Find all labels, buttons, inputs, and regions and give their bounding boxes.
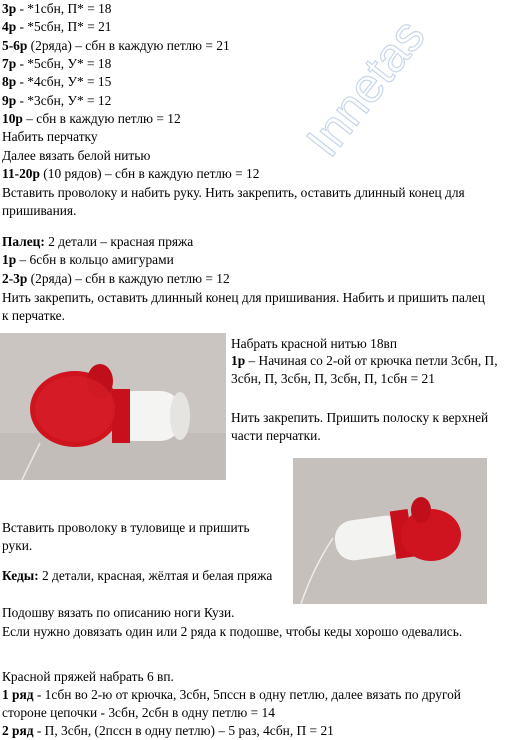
row-9: 9р - *3сбн, У* = 12 bbox=[2, 93, 112, 108]
finger-heading: Палец: 2 детали – красная пряжа bbox=[2, 234, 194, 249]
stuff-mitten-text: Набить перчатку bbox=[2, 129, 98, 144]
insert-wire-text: Вставить проволоку в туловище и пришить руки. bbox=[2, 520, 250, 553]
arm-instruction: Вставить проволоку и набить руку. Нить закрепить, оставить длинный конец для пришивания. bbox=[2, 185, 465, 218]
watermark-text: Innetas bbox=[300, 20, 436, 167]
sneaker-row-1: 1 ряд - 1сбн во 2-ю от крючка, 3сбн, 5псcн в одну петлю, далее вязать по другой стороне цепочки - 3сбн, 2сбн в одну петлю = 14 bbox=[2, 687, 461, 720]
strip-intro: Набрать красной нитью 18вп bbox=[231, 336, 398, 351]
row-3: 3р - *1сбн, П* = 18 bbox=[2, 1, 112, 16]
row-7: 7р - *5сбн, У* = 18 bbox=[2, 56, 112, 71]
cast-on-text: Красной пряжей набрать 6 вп. bbox=[2, 669, 174, 684]
sneaker-row-2: 2 ряд - П, 3сбн, (2псcн в одну петлю) – 5 раз, 4сбн, П = 21 bbox=[2, 723, 334, 738]
watermark bbox=[300, 20, 510, 180]
sole-text: Подошву вязать по описанию ноги Кузи. bbox=[2, 605, 235, 620]
row-8: 8р - *4сбн, У* = 15 bbox=[2, 74, 112, 89]
row-10: 10р – сбн в каждую петлю = 12 bbox=[2, 111, 181, 126]
finger-row-2-3: 2-3р (2ряда) – сбн в каждую петлю = 12 bbox=[2, 271, 230, 286]
mitten-photo bbox=[0, 333, 226, 480]
finger-instruction: Нить закрепить, оставить длинный конец для пришивания. Набить и пришить палец к перчатке. bbox=[2, 290, 485, 323]
row-5-6: 5-6р (2ряда) – сбн в каждую петлю = 21 bbox=[2, 38, 230, 53]
finger-row-1: 1р – 6сбн в кольцо амигурами bbox=[2, 252, 174, 267]
sneakers-heading: Кеды: 2 детали, красная, жёлтая и белая пряжа bbox=[2, 568, 273, 583]
strip-finish: Нить закрепить. Пришить полоску к верхней части перчатки. bbox=[231, 410, 489, 443]
sole-note: Если нужно довязать один или 2 ряда к подошве, чтобы кеды хорошо одевались. bbox=[2, 624, 463, 639]
strip-row-1: 1р – Начиная со 2-ой от крючка петли 3сбн, П, 3сбн, П, 3сбн, П, 3сбн, П, 1сбн = 21 bbox=[231, 353, 498, 386]
row-11-20: 11-20р (10 рядов) – сбн в каждую петлю = 12 bbox=[2, 166, 260, 181]
row-4: 4р - *5сбн, П* = 21 bbox=[2, 19, 112, 34]
finished-arm-photo bbox=[293, 458, 487, 604]
white-yarn-text: Далее вязать белой нитью bbox=[2, 148, 151, 163]
